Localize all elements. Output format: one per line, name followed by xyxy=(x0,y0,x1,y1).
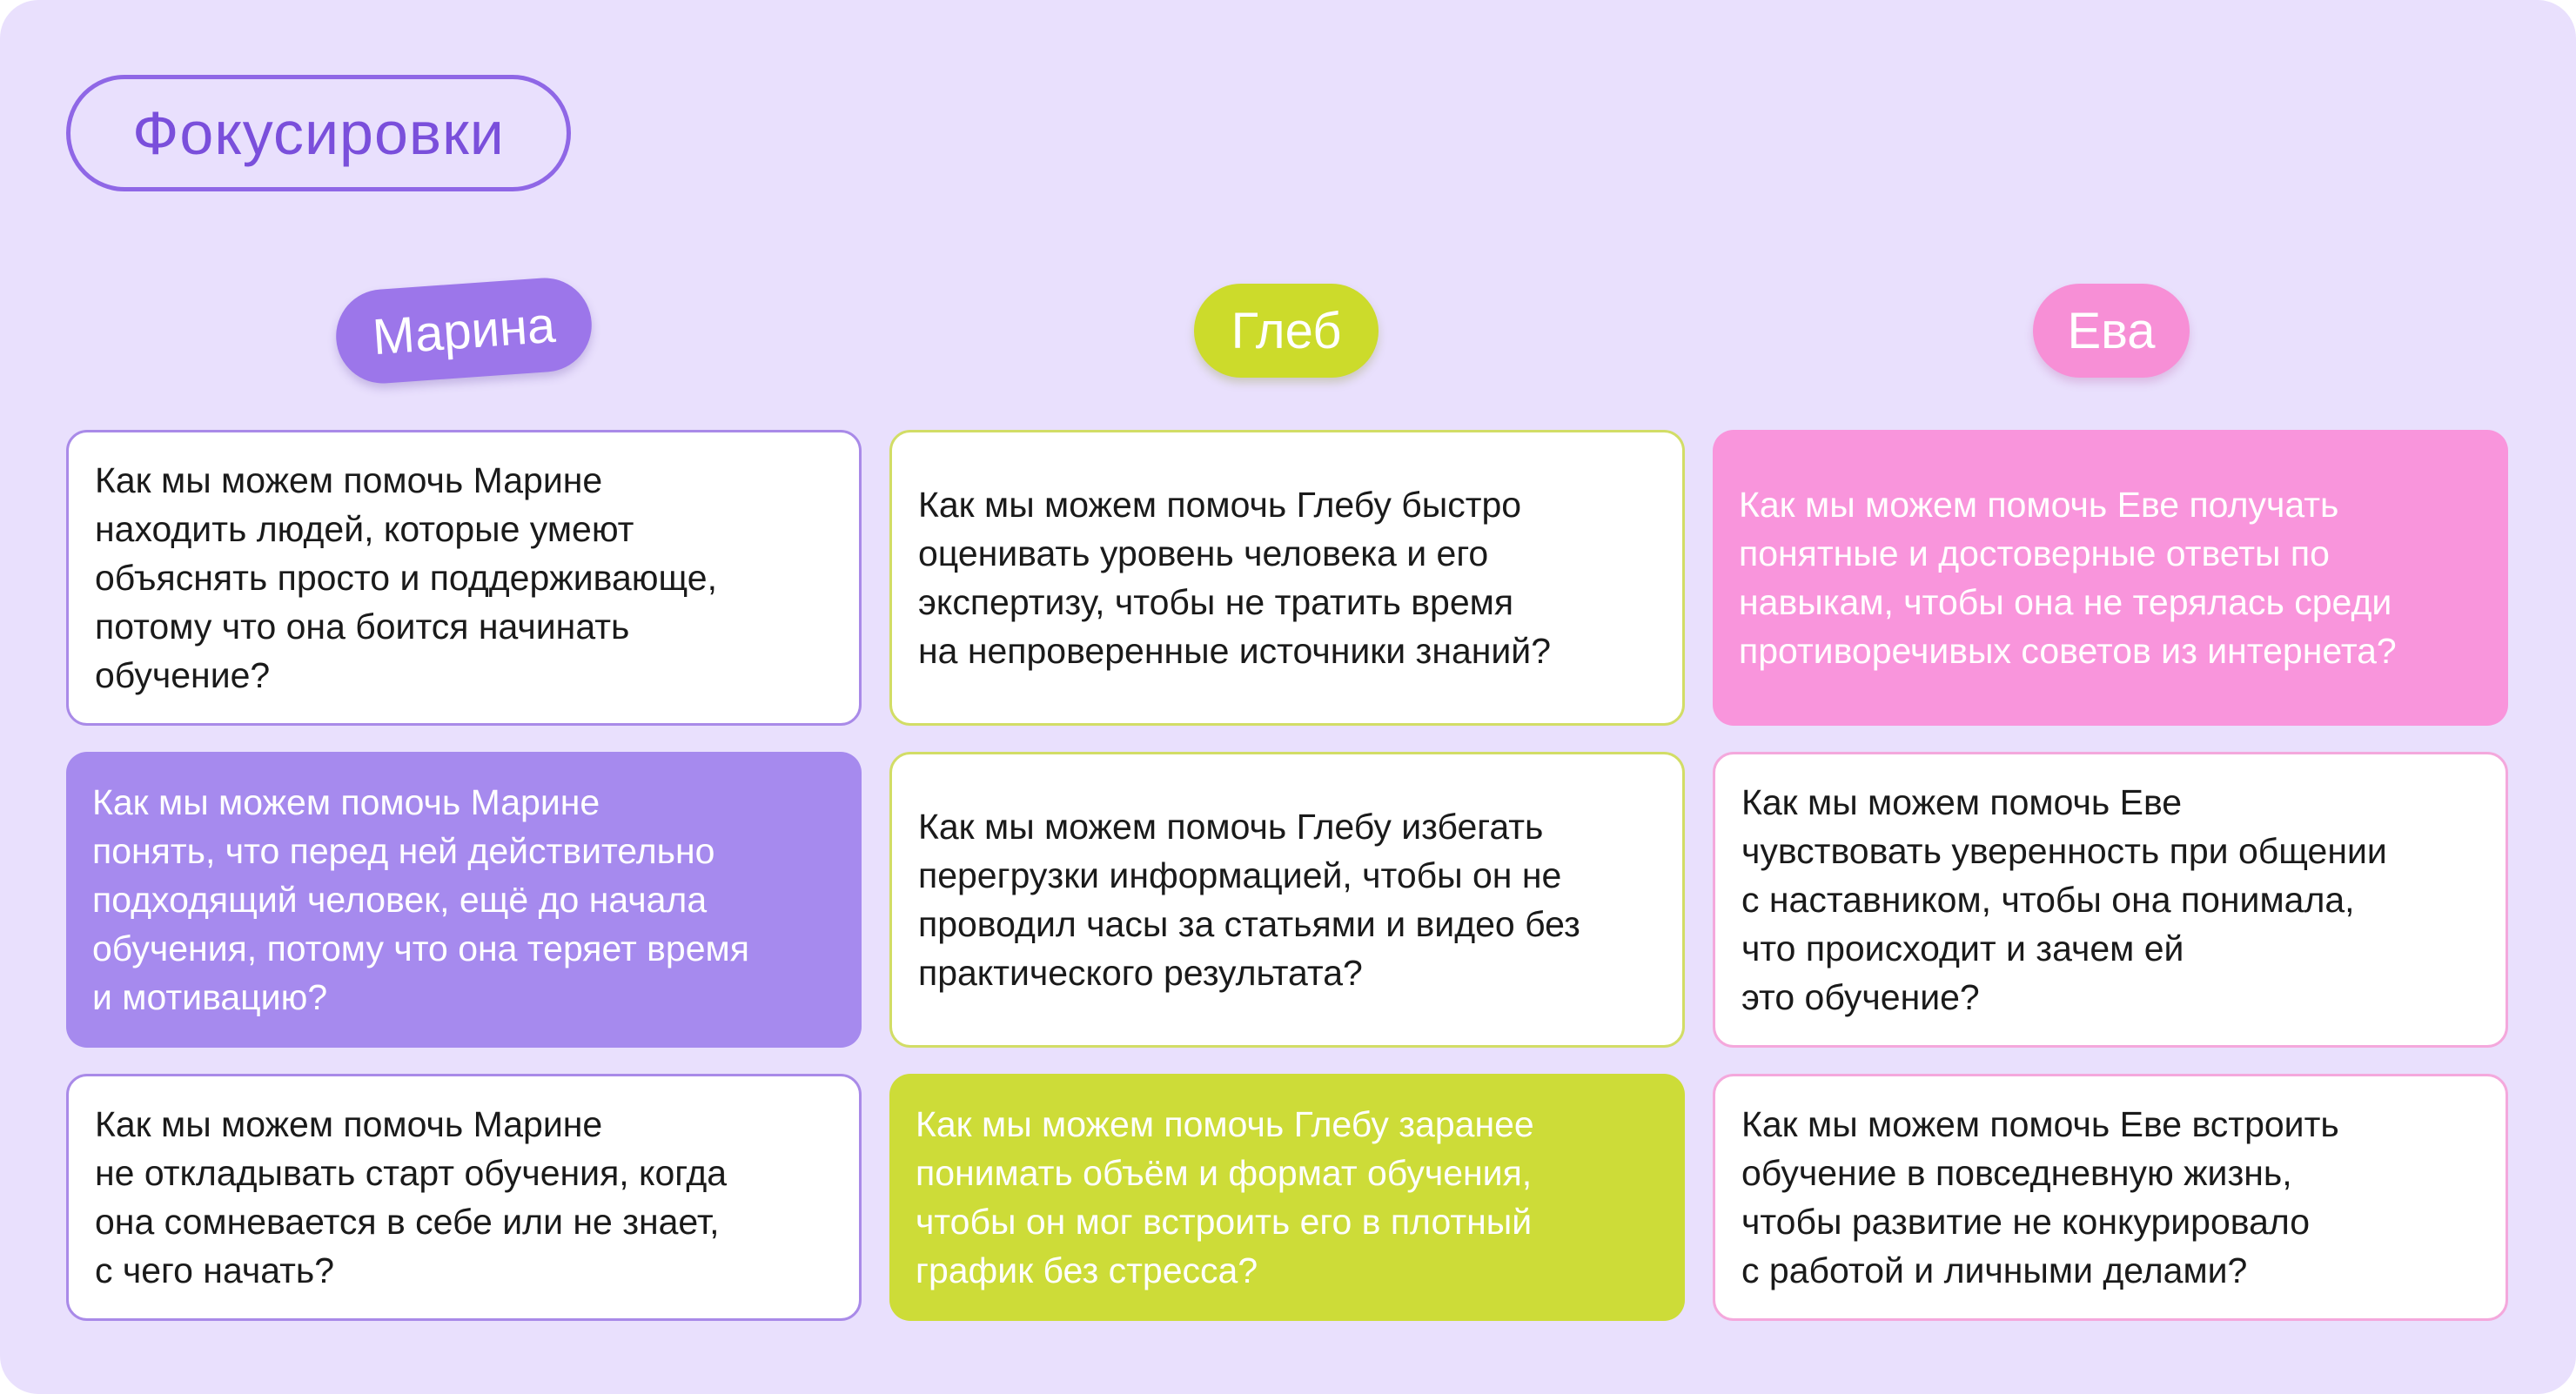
hmw-card-eva-2 xyxy=(1713,752,2508,1048)
persona-tag-gleb: Глеб xyxy=(1194,284,1379,378)
hmw-card-text: Как мы можем помочь Еве встроить обучение в повседневную жизнь, чтобы развитие не конкурировало с работой и личными делами? xyxy=(1741,1104,2339,1290)
page-title: Фокусировки xyxy=(66,75,571,191)
hmw-card-marina-2-highlighted xyxy=(66,752,862,1048)
hmw-card-gleb-2 xyxy=(889,752,1685,1048)
hmw-card-text: Как мы можем помочь Марине понять, что перед ней действительно подходящий человек, ещё до начала обучения, потому что она теряет время и мотивацию? xyxy=(92,782,749,1017)
hmw-card-text: Как мы можем помочь Еве чувствовать уверенность при общении с наставником, чтобы она понимала, что происходит и зачем ей это обучение? xyxy=(1741,782,2387,1017)
hmw-card-eva-1-highlighted xyxy=(1713,430,2508,726)
hmw-card-gleb-3-highlighted xyxy=(889,1074,1685,1321)
hmw-card-text: Как мы можем помочь Еве получать понятные и достоверные ответы по навыкам, чтобы она не терялась среди противоречивых советов из интернета? xyxy=(1739,485,2397,671)
hmw-card-eva-3 xyxy=(1713,1074,2508,1321)
hmw-card-text: Как мы можем помочь Марине не откладывать старт обучения, когда она сомневается в себе или не знает, с чего начать? xyxy=(95,1104,728,1290)
hmw-card-text: Как мы можем помочь Глебу избегать перегрузки информацией, чтобы он не проводил часы за статьями и видео без практического результата? xyxy=(918,807,1580,993)
persona-tag-eva: Ева xyxy=(2033,284,2190,378)
hmw-card-text: Как мы можем помочь Марине находить людей, которые умеют объяснять просто и поддерживающе, потому что она боится начинать обучение? xyxy=(95,460,717,695)
hmw-card-marina-3 xyxy=(66,1074,862,1321)
hmw-card-gleb-1 xyxy=(889,430,1685,726)
hmw-card-marina-1 xyxy=(66,430,862,726)
persona-tag-marina: Марина xyxy=(333,275,595,386)
hmw-card-text: Как мы можем помочь Глебу быстро оценивать уровень человека и его экспертизу, чтобы не тратить время на непроверенные источники знаний? xyxy=(918,485,1552,671)
hmw-card-text: Как мы можем помочь Глебу заранее понимать объём и формат обучения, чтобы он мог встроить его в плотный график без стресса? xyxy=(916,1104,1534,1290)
